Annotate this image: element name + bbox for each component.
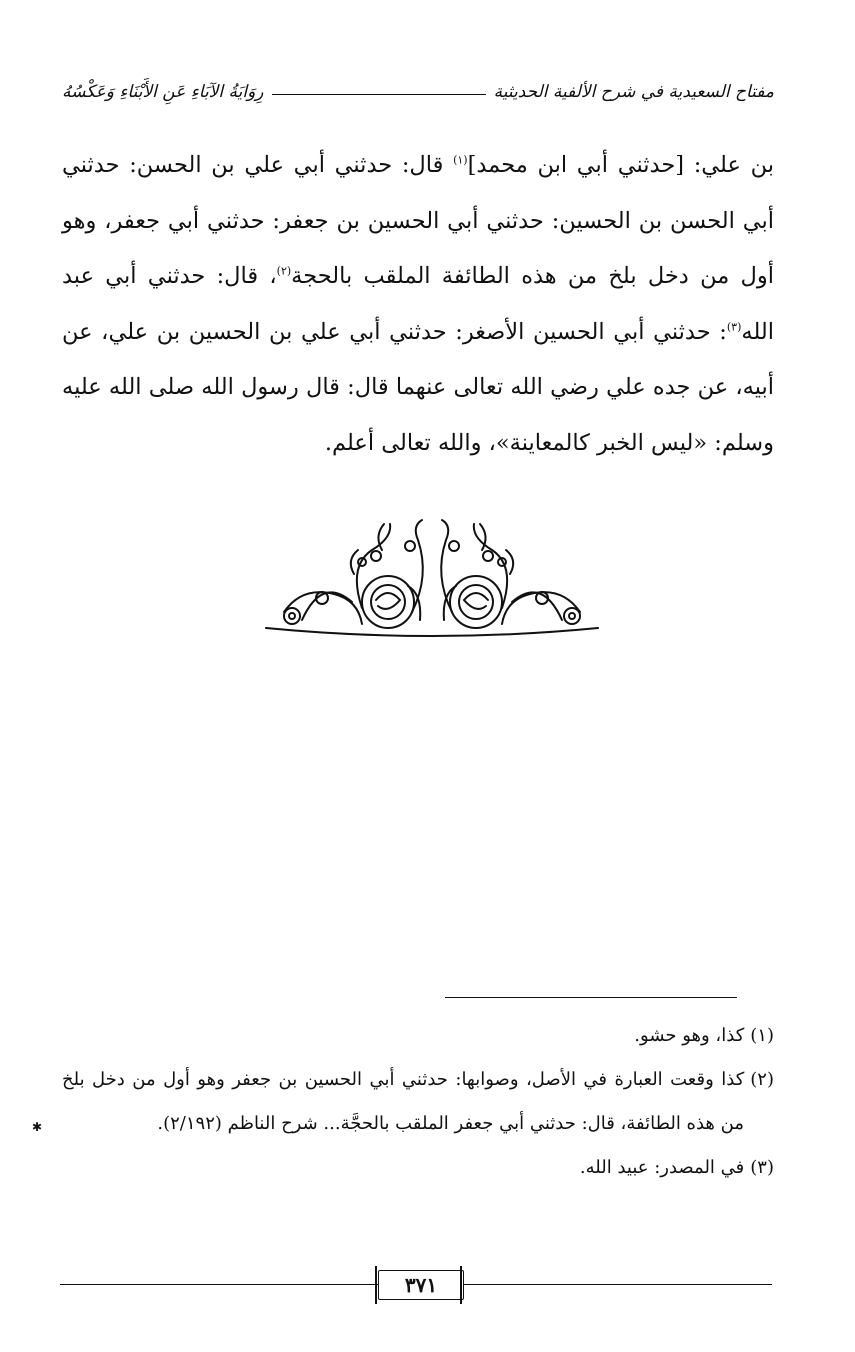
header-chapter-title: رِوَايَةُ الآبَاءِ عَنِ الأَبْنَاءِ وَعَكْسُهُ <box>62 82 264 102</box>
footnote-number: (٢) <box>750 1069 774 1090</box>
header-rule <box>272 94 486 95</box>
body-segment-4: : حدثني أبي الحسين الأصغر: حدثني أبي علي بن الحسين بن علي، عن أبيه، عن جده علي رضي الله تعالى عنهما قال: قال رسول الله صلى الله عليه وسلم: «ليس الخبر كالمعاينة»، والله تعالى أعلم. <box>62 318 774 456</box>
footnote-number: (٣) <box>750 1157 774 1178</box>
footnote-2 <box>62 1058 774 1146</box>
body-segment-3: ، قال: حدثني أبي عبد الله <box>62 263 774 345</box>
footnote-text: كذا وقعت العبارة في الأصل، وصوابها: حدثني أبي الحسين بن جعفر وهو أول من دخل بلخ من هذه الطائفة، قال: حدثني أبي جعفر الملقب بالحجَّة... شرح الناظم (٢/١٩٢). <box>62 1069 745 1134</box>
main-text <box>62 138 774 471</box>
body-segment-1: بن علي: [حدثني أبي ابن محمد] <box>467 152 774 178</box>
running-header <box>62 72 774 112</box>
footnote-ref-1[interactable]: (١) <box>453 153 468 167</box>
footnotes <box>62 1014 774 1190</box>
footnote-text: في المصدر: عبيد الله. <box>579 1157 745 1178</box>
footnote-text: كذا، وهو حشو. <box>634 1025 745 1046</box>
footnote-3 <box>62 1146 774 1190</box>
page-number-box <box>378 1270 464 1300</box>
header-book-title: مفتاح السعيدية في شرح الألفية الحديثية <box>493 82 774 102</box>
floral-scroll-ornament-icon <box>262 516 602 648</box>
page-number-rule-left <box>60 1284 378 1285</box>
page-number: ٣٧١ <box>404 1273 438 1297</box>
page-number-rule-right <box>464 1284 772 1285</box>
footnote-1 <box>62 1014 774 1058</box>
asterisk-mark-icon: ✱ <box>32 1120 43 1134</box>
body-segment-2: قال: حدثني أبي علي بن الحسن: حدثني أبي الحسن بن الحسين: حدثني أبي الحسين بن جعفر: حدثني أبي جعفر، وهو أول من دخل بلخ من هذه الطائفة الملقب بالحجة <box>62 152 774 289</box>
footnote-number: (١) <box>750 1025 774 1046</box>
footnote-ref-3[interactable]: (٣) <box>726 320 742 333</box>
body-paragraph <box>62 138 774 471</box>
page-number-bar <box>60 1270 772 1310</box>
footnote-ref-2[interactable]: (٢) <box>276 264 292 278</box>
footnote-separator <box>445 997 737 998</box>
